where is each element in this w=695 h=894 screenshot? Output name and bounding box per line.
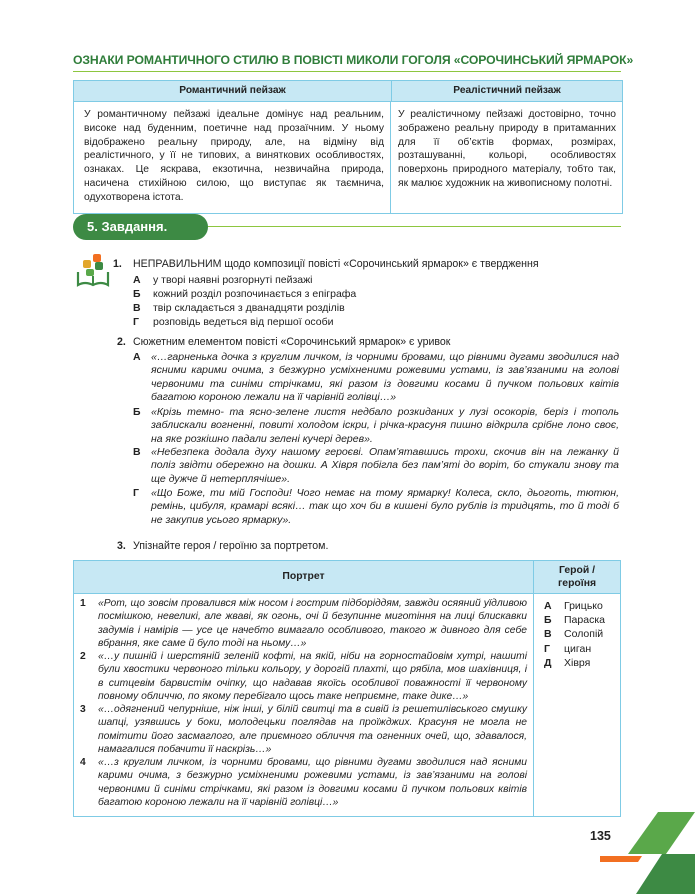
hero-letter: А: [544, 600, 552, 612]
column-divider: [533, 593, 534, 817]
hero-item: [544, 656, 605, 670]
portrait-table-header: [74, 561, 620, 594]
hero-name: Хівря: [564, 656, 591, 669]
hero-letter: Б: [544, 614, 552, 627]
comparison-body: [74, 102, 622, 213]
option-text: кожний розділ розпочинається з епіграфа: [153, 288, 357, 300]
hero-name: Грицько: [564, 600, 603, 612]
page-title: ОЗНАКИ РОМАНТИЧНОГО СТИЛЮ В ПОВІСТІ МИКОЛИ ГОГОЛЯ «СОРОЧИНСЬКИЙ ЯРМАРОК»: [73, 53, 634, 67]
portrait-number: 1: [80, 598, 86, 609]
option-letter: А: [133, 274, 141, 286]
hero-name: Параска: [564, 614, 605, 627]
option-letter: В: [133, 302, 141, 314]
q2-option-c: [133, 446, 619, 486]
title-rule: [73, 71, 621, 72]
portrait-row: [74, 703, 533, 756]
portrait-row: [74, 597, 533, 650]
comparison-header: [74, 81, 622, 102]
q2-option-a: [133, 351, 619, 405]
q2-option-d: [133, 487, 619, 527]
hero-list: [544, 599, 605, 670]
portrait-text: «…з круглим личком, із чорними бровами, що рівними дугами зводилися над ясними карими очима, з безжурно усміхненими рожевими устами, із зав’язаними на голові червоними й синіми стрічками, які разом із довгими косами й пучком польових квітів багатою короною лежали на її чарівній голівці…»: [98, 757, 527, 808]
portrait-number: 2: [80, 651, 86, 662]
hero-item: [544, 599, 605, 613]
section-rule: [200, 226, 621, 227]
portrait-text: «…у пишній і шерстяній зеленій кофті, на якій, ніби на горностайовім хутрі, нашиті були хвостики червоного тільки кольору, у дорогій плахті, що рябіла, мов шахівниця, і в ситцевім барвистім очіпку, що надавав якоїсь особливої поважності її червоному повному обличчю, по якому перебігало щось таке неприємне, таке дике…»: [98, 651, 527, 702]
option-letter: Б: [133, 406, 141, 418]
page-number: 135: [590, 829, 611, 843]
question-1-text: НЕПРАВИЛЬНИМ щодо композиції повісті «Сорочинський ярмарок» є твердження: [133, 258, 539, 270]
hero-item: [544, 613, 605, 627]
option-text: розповідь ведеться від першої особи: [153, 316, 334, 328]
portrait-number: 3: [80, 704, 86, 715]
cell-realistic: У реалістичному пейзажі достовірно, точно зображено реальну природу в притаманних для її об’єктів формах, розмірах, розташуванні, кольорі, особливостях поверхонь природного матеріалу, тобто так, як малює художник на живописному полотні.: [398, 109, 616, 189]
hero-letter: Д: [544, 656, 552, 669]
hero-item: [544, 642, 605, 656]
option-letter: Б: [133, 288, 141, 300]
section-title: 5. Завдання.: [73, 214, 208, 240]
header-romantic: Романтичний пейзаж: [74, 81, 392, 101]
question-1-number: 1.: [113, 258, 122, 270]
header-realistic: Реалістичний пейзаж: [453, 85, 561, 96]
question-3-text: Упізнайте героя / героїню за портретом.: [133, 540, 329, 552]
option-text: «…гарненька дочка з круглим личком, із чорними бровами, що рівними дугами зводилися над ясними карими очима, з безжурно усміхненими рожевими устами, із зав’язаними на голові червоними та синіми стрічками, які разом із довгими косами й пучком польових квітів багатою короною лежали на її чарівній голівці…»: [151, 351, 619, 404]
hero-name: циган: [564, 642, 592, 655]
hero-name: Солопій: [564, 628, 604, 641]
option-text: «Крізь темно- та ясно-зелене листя недбало розкиданих у лузі осокорів, беріз і тополь заблискали вогненні, повиті холодом іскри, і річка-красуня пишно відкрила срібне лоно своє, на яке розкішно падали зелені кучері дерев».: [151, 406, 619, 445]
header-hero-line2: героїня: [557, 578, 597, 589]
corner-decoration-icon: [600, 808, 695, 894]
question-2-number: 2.: [117, 336, 126, 348]
portrait-table: [73, 560, 621, 817]
portrait-text: «…одягнений чепурніше, ніж інші, у білій свитці та в сивій із решетилівського смушку шапці, узявшись у боки, молодецьки поглядав на проїжджих. Красуня не могла не помітити його засмаглого, але приємного обличчя та огненних очей, що, здавалося, намагалися побачити її наскрізь…»: [98, 704, 527, 755]
portrait-number: 4: [80, 757, 86, 768]
option-letter: В: [133, 446, 141, 458]
option-letter: Г: [133, 487, 139, 499]
portrait-row: [74, 756, 533, 809]
q2-option-b: [133, 406, 619, 446]
option-text: «Небезпека додала духу нашому героєві. Опам’ятавшись трохи, скочив він на лежанку й поліз звідти обережно на дошки. А Хівря побігла без пам’яті до воріт, бо стукали знову та ще дужче й нетерплячіше».: [151, 446, 619, 485]
option-letter: А: [133, 351, 141, 363]
hero-item: [544, 627, 605, 641]
cell-romantic: У романтичному пейзажі ідеальне домінує над реальним, високе над буденним, поетичне над прозаїчним. У ньому відображено реальну природу, але, на відміну від реалістичного, у її не типових, а виняткових особливостях, ознаках. Це яскрава, екзотична, незвичайна природа, насичена стихійною силою, що виступає як таємнича, одухотворена істота.: [74, 102, 391, 213]
option-text: у творі наявні розгорнуті пейзажі: [153, 274, 313, 286]
portrait-text: «Рот, що зовсім провалився між носом і гострим підборіддям, завжди осяяний уїдливою посмішкою, невеликі, але жваві, як огонь, очі й безупинне миготіння на лиці блискавки задумів і намірів — усе це начебто вимагало особливого, такого ж дивного для себе вбрання, яке саме й було тоді на ньому…»: [98, 598, 527, 649]
option-text: «Що Боже, ти мій Господи! Чого немає на тому ярмарку! Колеса, скло, дьоготь, тютюн, ремінь, цибуля, крамарі всякі… так що хоч би в кишені було рублів із тридцять, то й тоді б не закупив усього ярмарку».: [151, 487, 619, 526]
option-text: твір складається з дванадцяти розділів: [153, 302, 345, 314]
hero-letter: В: [544, 628, 552, 641]
portrait-row: [74, 650, 533, 703]
header-hero: [534, 564, 620, 590]
header-portrait: Портрет: [74, 561, 534, 593]
header-hero-line1: Герой /: [559, 565, 595, 576]
question-2-text: Сюжетним елементом повісті «Сорочинський ярмарок» є уривок: [133, 336, 451, 348]
option-letter: Г: [133, 316, 139, 328]
question-3-number: 3.: [117, 540, 126, 552]
task-book-icon: [75, 252, 111, 288]
comparison-table: [73, 80, 623, 214]
hero-letter: Г: [544, 642, 550, 655]
